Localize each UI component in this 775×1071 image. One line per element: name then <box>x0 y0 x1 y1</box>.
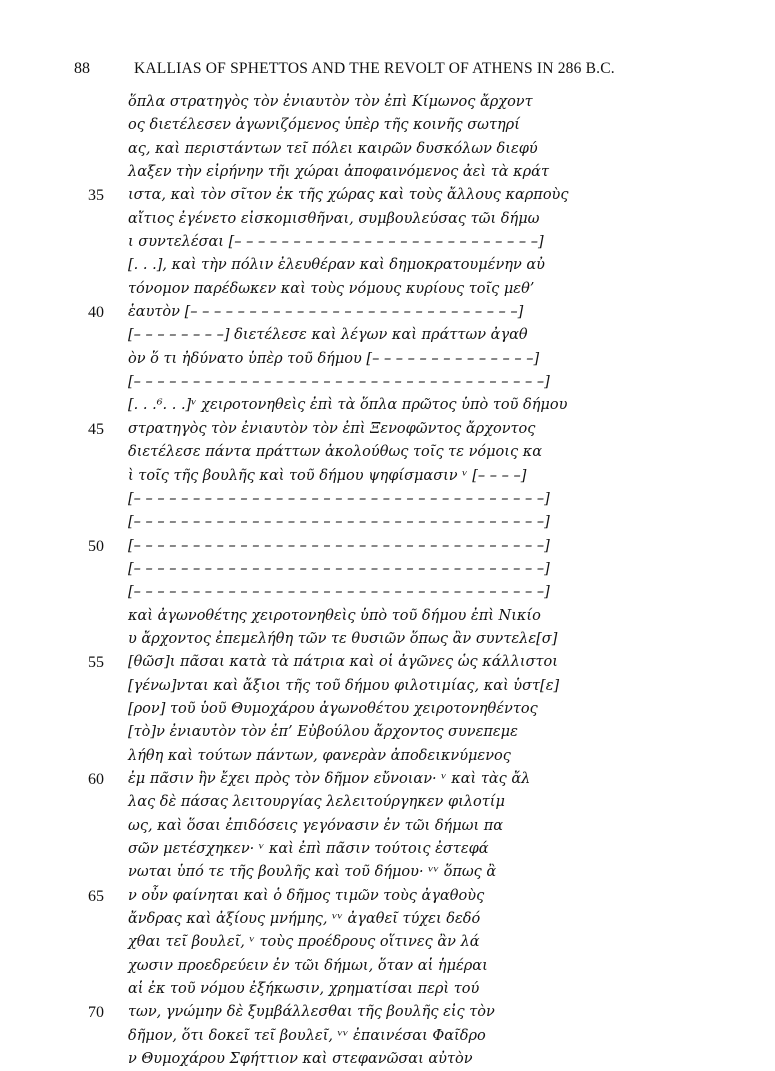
text-line <box>0 488 775 511</box>
text-line <box>0 324 775 347</box>
line-number: 40 <box>88 304 104 322</box>
text-line <box>0 511 775 534</box>
line-text: ἐμ πᾶσιν ἣν ἔχει πρὸς τὸν δῆμον εὔνοιαν· ᵛ καὶ τὰς ἄλ <box>128 770 531 787</box>
line-text: [. . .], καὶ τὴν πόλιν ἐλευθέραν καὶ δημοκρατουμένην αὐ <box>128 257 545 274</box>
text-line <box>0 465 775 488</box>
text-line <box>0 254 775 277</box>
line-text: ὅπλα στρατηγὸς τὸν ἐνιαυτὸν τὸν ἐπὶ Κίμωνος ἄρχοντ <box>128 94 533 110</box>
text-line <box>0 978 775 1001</box>
text-line <box>0 184 775 207</box>
line-number: 70 <box>88 1004 104 1022</box>
text-line <box>0 348 775 371</box>
text-line <box>0 861 775 884</box>
text-line <box>0 791 775 814</box>
text-line <box>0 114 775 137</box>
line-text: ν οὖν φαίνηται καὶ ὁ δῆμος τιμῶν τοὺς ἀγαθοὺς <box>128 887 485 904</box>
line-text: ἑαυτὸν [– – – – – – – – – – – – – – – – – – – – – – – – – – – –] <box>128 304 524 321</box>
page-header <box>0 60 775 82</box>
line-text: λήθη καὶ τούτων πάντων, φανερὰν ἀποδεικνύμενος <box>128 747 511 764</box>
line-text: ὸν ὅ τι ἠδύνατο ὑπὲρ τοῦ δήμου [– – – – – – – – – – – – – –] <box>128 350 540 367</box>
line-number: 55 <box>88 654 104 672</box>
text-line <box>0 161 775 184</box>
line-text: χθαι τεῖ βουλεῖ, ᵛ τοὺς προέδρους οἵτινες ἂν λά <box>128 934 480 951</box>
text-line <box>0 908 775 931</box>
line-text: [– – – – – – – – – – – – – – – – – – – – – – – – – – – – – – – – – – –] <box>128 490 550 507</box>
text-line <box>0 815 775 838</box>
text-line <box>0 768 775 791</box>
line-text: ὶ τοῖς τῆς βουλῆς καὶ τοῦ δήμου ψηφίσμασιν ᵛ [– – – –] <box>128 467 527 484</box>
line-text: [– – – – – – – – – – – – – – – – – – – – – – – – – – – – – – – – – – –] <box>128 374 550 391</box>
text-line <box>0 885 775 908</box>
line-text: ιστα, καὶ τὸν σῖτον ἐκ τῆς χώρας καὶ τοὺς ἄλλους καρποὺς <box>128 187 569 204</box>
text-line <box>0 675 775 698</box>
line-text: χωσιν προεδρεύειν ἐν τῶι δήμωι, ὅταν αἱ ἡμέραι <box>128 957 488 974</box>
text-line <box>0 651 775 674</box>
line-text: στρατηγὸς τὸν ἐνιαυτὸν τὸν ἐπὶ Ξενοφῶντος ἄρχοντος <box>128 420 536 437</box>
line-text: αἱ ἐκ τοῦ νόμου ἐξήκωσιν, χρηματίσαι περὶ τού <box>128 981 480 998</box>
page-number: 88 <box>74 60 90 77</box>
line-number: 60 <box>88 770 104 788</box>
line-text: [θῶσ]ι πᾶσαι κατὰ τὰ πάτρια καὶ οἱ ἀγῶνες ὡς κάλλιστοι <box>128 654 558 671</box>
running-head: KALLIAS OF SPHETTOS AND THE REVOLT OF ATHENS IN 286 B.C. <box>134 60 615 77</box>
inscription-text <box>0 91 775 1071</box>
line-text: νωται ὑπό τε τῆς βουλῆς καὶ τοῦ δήμου· ᵛᵛ ὅπως ἂ <box>128 864 497 881</box>
line-text: [– – – – – – – –] διετέλεσε καὶ λέγων καὶ πράττων ἀγαθ <box>128 327 528 344</box>
text-line <box>0 231 775 254</box>
line-text: ι συντελέσαι [– – – – – – – – – – – – – – – – – – – – – – – – – –] <box>128 234 544 251</box>
line-number: 65 <box>88 887 104 905</box>
text-line <box>0 955 775 978</box>
line-text: ος διετέλεσεν ἀγωνιζόμενος ὑπὲρ τῆς κοινῆς σωτηρί <box>128 117 520 134</box>
line-text: [– – – – – – – – – – – – – – – – – – – – – – – – – – – – – – – – – – –] <box>128 537 550 554</box>
line-number: 45 <box>88 420 104 438</box>
text-line <box>0 394 775 417</box>
line-text: [– – – – – – – – – – – – – – – – – – – – – – – – – – – – – – – – – – –] <box>128 584 550 601</box>
line-text: καὶ ἀγωνοθέτης χειροτονηθεὶς ὑπὸ τοῦ δήμου ἐπὶ Νικίο <box>128 607 541 624</box>
text-line <box>0 208 775 231</box>
line-text: ν Θυμοχάρου Σφήττιον καὶ στεφανῶσαι αὐτὸν <box>128 1051 473 1068</box>
text-line <box>0 558 775 581</box>
text-line <box>0 535 775 558</box>
line-text: ως, καὶ ὅσαι ἐπιδόσεις γεγόνασιν ἐν τῶι δήμωι πα <box>128 817 504 834</box>
text-line <box>0 301 775 324</box>
text-line <box>0 138 775 161</box>
line-number: 35 <box>88 187 104 205</box>
text-line <box>0 441 775 464</box>
line-text: υ ἄρχοντος ἐπεμελήθη τῶν τε θυσιῶν ὅπως ἂν συντελε[σ] <box>128 630 558 647</box>
line-text: των, γνώμην δὲ ξυμβάλλεσθαι τῆς βουλῆς εἰς τὸν <box>128 1004 495 1021</box>
line-text: [τὸ]ν ἐνιαυτὸν τὸν ἐπ’ Εὐβούλου ἄρχοντος συνεπεμε <box>128 724 518 741</box>
line-text: [ρον] τοῦ ὑοῦ Θυμοχάρου ἀγωνοθέτου χειροτονηθέντος <box>128 700 538 717</box>
text-line <box>0 91 775 114</box>
line-text: ἄνδρας καὶ ἀξίους μνήμης, ᵛᵛ ἀγαθεῖ τύχει δεδό <box>128 911 481 928</box>
text-line <box>0 1048 775 1071</box>
line-number: 50 <box>88 537 104 555</box>
line-text: διετέλεσε πάντα πράττων ἀκολούθως τοῖς τε νόμοις κα <box>128 444 542 461</box>
line-text: λας δὲ πάσας λειτουργίας λελειτούργηκεν φιλοτίμ <box>128 794 505 811</box>
line-text: δῆμον, ὅτι δοκεῖ τεῖ βουλεῖ, ᵛᵛ ἐπαινέσαι Φαῖδρο <box>128 1027 486 1044</box>
text-line <box>0 745 775 768</box>
text-line <box>0 605 775 628</box>
line-text: [γένω]νται καὶ ἄξιοι τῆς τοῦ δήμου φιλοτιμίας, καὶ ὑστ[ε] <box>128 677 560 694</box>
line-text: αἴτιος ἐγένετο εἰσκομισθῆναι, συμβουλεύσας τῶι δήμω <box>128 210 540 227</box>
line-text: [– – – – – – – – – – – – – – – – – – – – – – – – – – – – – – – – – – –] <box>128 560 550 577</box>
text-line <box>0 1025 775 1048</box>
text-line <box>0 418 775 441</box>
text-line <box>0 931 775 954</box>
line-text: [– – – – – – – – – – – – – – – – – – – – – – – – – – – – – – – – – – –] <box>128 514 550 531</box>
text-line <box>0 838 775 861</box>
line-text: τόνομον παρέδωκεν καὶ τοὺς νόμους κυρίους τοῖς μεθ’ <box>128 280 535 297</box>
text-line <box>0 278 775 301</box>
line-text: σῶν μετέσχηκεν· ᵛ καὶ ἐπὶ πᾶσιν τούτοις ἐστεφά <box>128 841 489 857</box>
text-line <box>0 1001 775 1024</box>
text-line <box>0 581 775 604</box>
text-line <box>0 721 775 744</box>
line-text: ας, καὶ περιστάντων τεῖ πόλει καιρῶν δυσκόλων διεφύ <box>128 140 538 157</box>
text-line <box>0 628 775 651</box>
text-line <box>0 698 775 721</box>
text-line <box>0 371 775 394</box>
line-text: λαξεν τὴν εἰρήνην τῆι χώραι ἀποφαινόμενος ἀεὶ τὰ κράτ <box>128 164 549 181</box>
line-text: [. . .⁶. . .]ᵛ χειροτονηθεὶς ἐπὶ τὰ ὅπλα πρῶτος ὑπὸ τοῦ δήμου <box>128 397 568 414</box>
